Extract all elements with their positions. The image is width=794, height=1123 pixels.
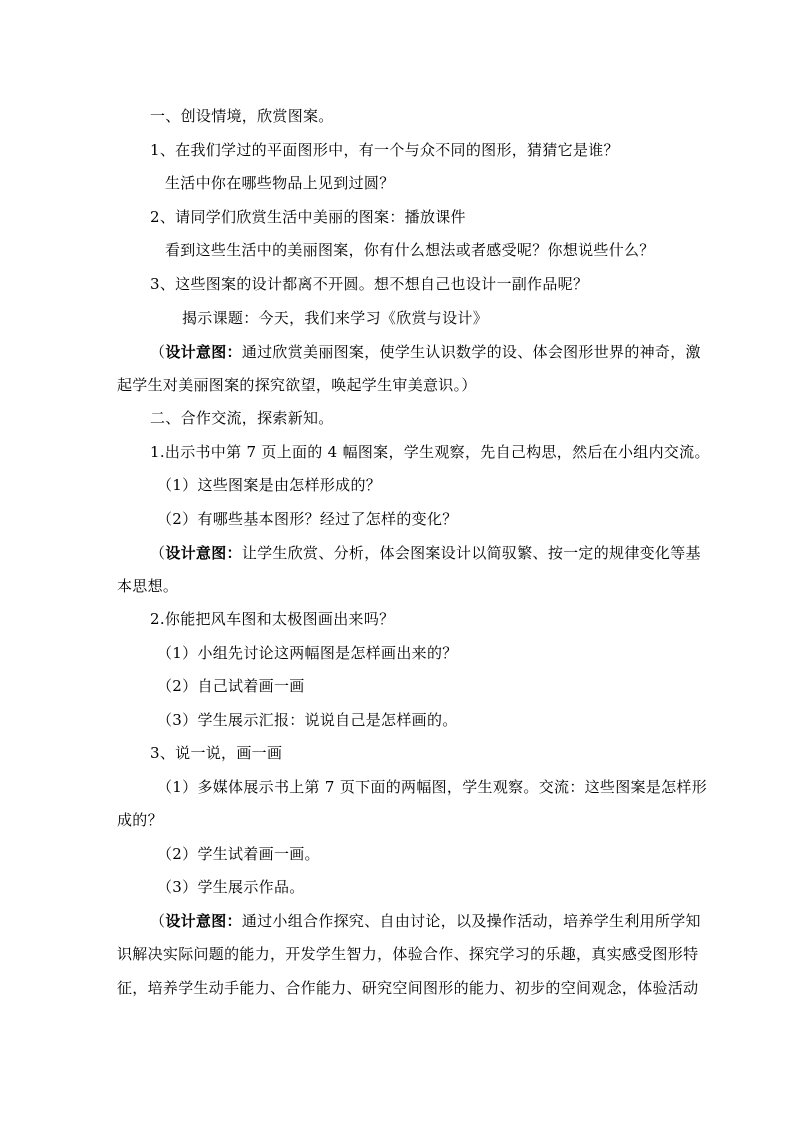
design-intent-text: 通过欣赏美丽图案，使学生认识数学的设、体会图形世界的神奇，激 [241,343,701,361]
section-heading-1: 一、创设情境，欣赏图案。 [150,107,334,125]
paragraph-line: （1）多媒体展示书上第 7 页下面的两幅图，学生观察。交流：这些图案是怎样形 [157,778,708,796]
paragraph-line: 1、在我们学过的平面图形中，有一个与众不同的图形，猜猜它是谁？ [150,141,619,159]
paragraph-line: 看到这些生活中的美丽图案，你有什么想法或者感受呢？你想说些什么？ [165,241,655,259]
paragraph-line: （1）这些图案是由怎样形成的？ [157,476,382,494]
paragraph-line: 成的？ [117,811,163,829]
paragraph-line: （3）学生展示汇报：说说自己是怎样画的。 [157,711,458,729]
paragraph-line: 生活中你在哪些物品上见到过圆？ [165,174,395,192]
design-intent-line [150,910,701,932]
paragraph-line: 2、请同学们欣赏生活中美丽的图案：播放课件 [150,208,466,226]
open-paren: （ [150,912,166,930]
open-paren: （ [150,544,166,562]
paragraph-line: 1.出示书中第 7 页上面的 4 幅图案，学生观察，先自己构思，然后在小组内交流。 [150,443,710,461]
paragraph-line: 3、这些图案的设计都离不开圆。想不想自己也设计一副作品呢？ [150,275,589,293]
design-intent-label: 设计意图： [165,343,242,361]
open-paren: （ [150,343,166,361]
paragraph-line: （2）自己试着画一画 [157,677,305,695]
paragraph-line: （2）有哪些基本图形？经过了怎样的变化？ [157,510,458,528]
paragraph-line: （2）学生试着画一画。 [157,845,320,863]
paragraph-line: 3、说一说，画一画 [150,744,283,762]
paragraph-line: 起学生对美丽图案的探究欲望，唤起学生审美意识。） [117,376,477,394]
section-heading-2: 二、合作交流，探索新知。 [150,409,334,427]
design-intent-label: 设计意图： [165,544,242,562]
paragraph-line: 征，培养学生动手能力、合作能力、研究空间图形的能力、初步的空间观念，体验活动 [117,979,699,997]
paragraph-line: （3）学生展示作品。 [157,878,305,896]
paragraph-line: 揭示课题：今天，我们来学习《欣赏与设计》 [182,309,489,327]
design-intent-text: 让学生欣赏、分析，体会图案设计以简驭繁、按一定的规律变化等基 [241,544,701,562]
paragraph-line: 识解决实际问题的能力，开发学生智力，体验合作、探究学习的乐趣，真实感受图形特 [117,945,699,963]
design-intent-text: 通过小组合作探究、自由讨论，以及操作活动，培养学生利用所学知 [241,912,701,930]
paragraph-line: 本思想。 [117,577,179,595]
design-intent-line [150,542,701,564]
paragraph-line: 2.你能把风车图和太极图画出来吗？ [150,610,395,628]
design-intent-line [150,341,701,363]
design-intent-label: 设计意图： [165,912,242,930]
paragraph-line: （1）小组先讨论这两幅图是怎样画出来的？ [157,644,458,662]
